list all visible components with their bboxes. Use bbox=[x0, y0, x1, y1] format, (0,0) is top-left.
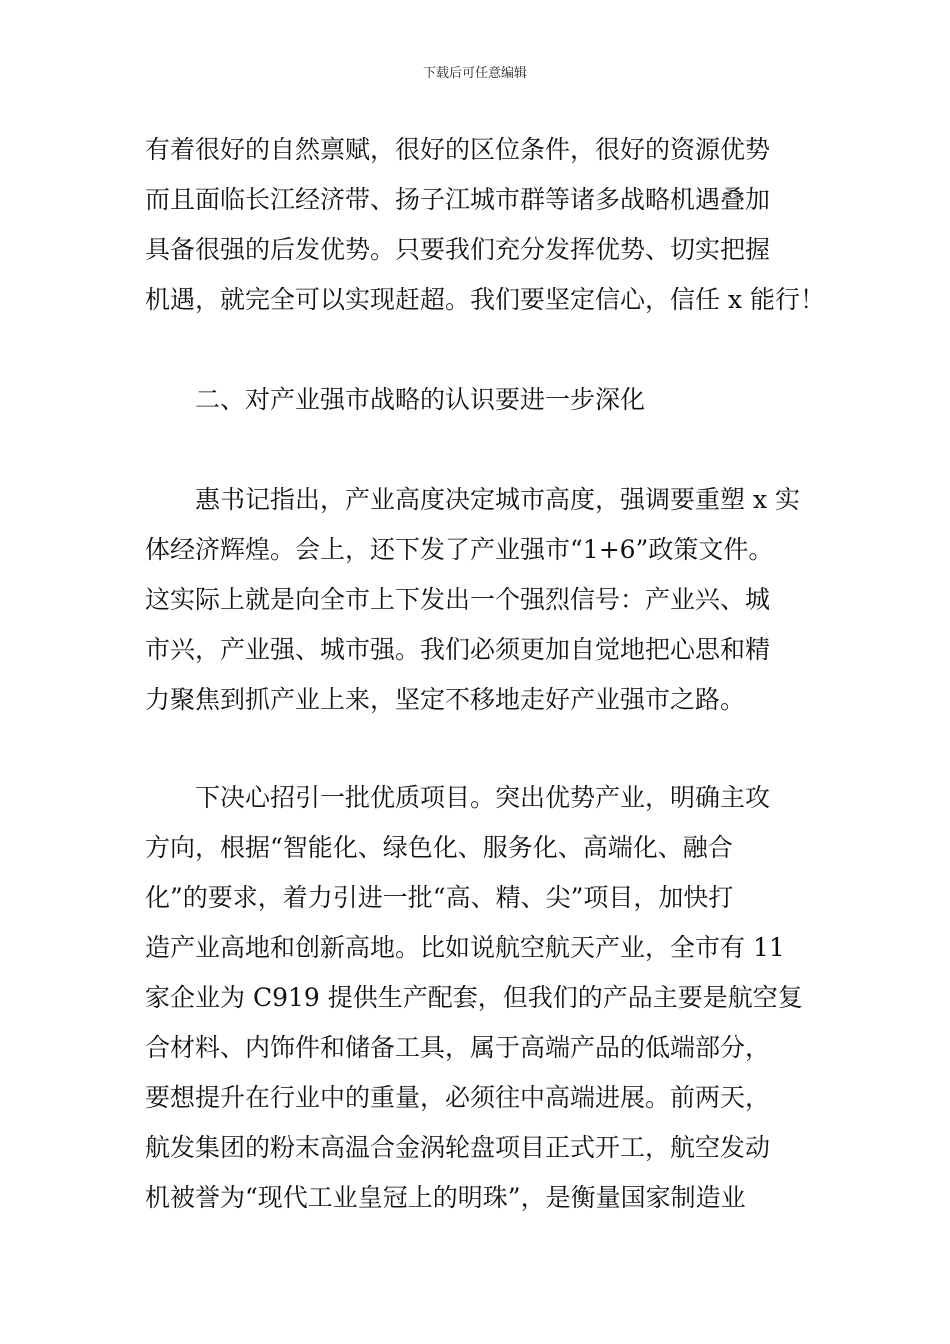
body-line: 化”的要求，着力引进一批“高、精、尖”项目，加快打 bbox=[145, 883, 734, 912]
page-header: 下载后可任意编辑 bbox=[422, 66, 527, 81]
body-line: 方向，根据“智能化、绿色化、服务化、高端化、融合 bbox=[145, 833, 733, 862]
body-line: 机被誉为“现代工业皇冠上的明珠”，是衡量国家制造业 bbox=[145, 1183, 746, 1212]
body-line: 体经济辉煌。会上，还下发了产业强市“1+6”政策文件。 bbox=[145, 535, 774, 564]
body-line: 要想提升在行业中的重量，必须往中高端进展。前两天， bbox=[145, 1083, 771, 1112]
body-line: 具备很强的后发优势。只要我们充分发挥优势、切实把握 bbox=[145, 235, 771, 264]
body-line: 有着很好的自然禀赋，很好的区位条件，很好的资源优势 bbox=[145, 135, 771, 164]
body-line: 这实际上就是向全市上下发出一个强烈信号：产业兴、城 bbox=[145, 585, 771, 614]
body-line: 机遇，就完全可以实现赶超。我们要坚定信心，信任 x 能行！ bbox=[145, 285, 825, 314]
section-heading: 二、对产业强市战略的认识要进一步深化 bbox=[195, 385, 646, 414]
body-line: 而且面临长江经济带、扬子江城市群等诸多战略机遇叠加 bbox=[145, 185, 771, 214]
body-line: 市兴，产业强、城市强。我们必须更加自觉地把心思和精 bbox=[145, 635, 771, 664]
body-line: 下决心招引一批优质项目。突出优势产业，明确主攻 bbox=[195, 783, 771, 812]
body-line: 力聚焦到抓产业上来，坚定不移地走好产业强市之路。 bbox=[145, 685, 746, 714]
body-line: 航发集团的粉末高温合金涡轮盘项目正式开工，航空发动 bbox=[145, 1133, 771, 1162]
body-line: 惠书记指出，产业高度决定城市高度，强调要重塑 x 实 bbox=[195, 485, 800, 514]
body-line: 合材料、内饰件和储备工具，属于高端产品的低端部分， bbox=[145, 1033, 771, 1062]
body-line: 家企业为 C919 提供生产配套，但我们的产品主要是航空复 bbox=[145, 983, 803, 1012]
body-line: 造产业高地和创新高地。比如说航空航天产业，全市有 11 bbox=[145, 933, 785, 962]
